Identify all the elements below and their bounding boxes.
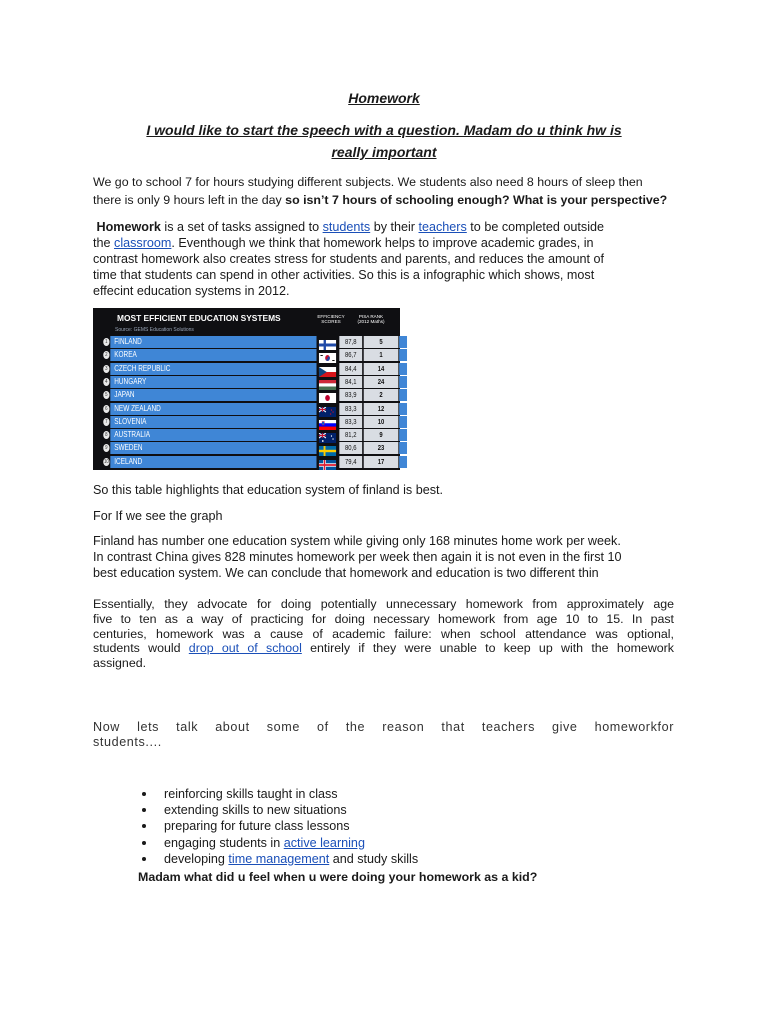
infographic-row (93, 416, 385, 428)
pisa-rank: 9 (364, 429, 399, 441)
country-name: CZECH REPUBLIC (114, 363, 171, 373)
rank-badge: 4 (105, 378, 108, 385)
drop-out-of-school-link[interactable]: drop out of school (188, 641, 302, 656)
finland-line-2: In contrast China gives 828 minutes homework per week then again it is not even in the first 10 (93, 550, 622, 564)
country-name: ICELAND (114, 456, 143, 466)
pisa-header-1: PISA RANK (358, 314, 384, 319)
efficiency-score: 83,3 (339, 403, 362, 415)
infographic-row (93, 376, 385, 388)
infographic-row (93, 456, 385, 468)
intro-line-2-text: there is only 9 hours left in the day (93, 193, 286, 207)
pisa-column-header (349, 314, 393, 324)
efficiency-header-1: EFFICIENCY (317, 314, 345, 319)
reasons-list (140, 786, 418, 867)
reasons-intro-line-2: students.... (93, 735, 162, 749)
pisa-rank: 5 (364, 336, 399, 348)
bullet-icon (142, 808, 146, 812)
czech-flag-icon (319, 364, 336, 374)
essentially-line-4a: students would (93, 641, 189, 656)
pisa-rank: 1 (364, 349, 399, 361)
efficiency-score: 84,1 (339, 376, 362, 388)
rank-badge: 7 (105, 418, 108, 425)
efficiency-score: 84,4 (339, 363, 362, 375)
infographic-row (93, 363, 385, 375)
row-tail (399, 376, 407, 388)
japan-flag-icon (319, 390, 336, 400)
efficiency-score: 81,2 (339, 429, 362, 441)
finland-line-1: Finland has number one education system while giving only 168 minutes home work per week. (93, 534, 621, 548)
def-text-1: is a set of tasks assigned to (160, 220, 323, 234)
efficiency-score: 80,6 (339, 442, 362, 454)
teachers-link[interactable]: teachers (418, 220, 467, 234)
row-tail (399, 403, 407, 415)
iceland-flag-icon (319, 457, 336, 467)
def-text-5: . Eventhough we think that homework helps to improve academic grades, in (171, 236, 594, 250)
list-item (140, 851, 418, 867)
bullet-icon (142, 824, 146, 828)
essentially-line-1: Essentially, they advocate for doing potentially unnecessary homework from approximately age (93, 597, 674, 611)
pisa-rank: 2 (364, 389, 399, 401)
homework-term: Homework (96, 220, 161, 234)
row-tail (399, 389, 407, 401)
question-line-1: I would like to start the speech with a question. Madam do u think hw is (146, 122, 622, 138)
rank-badge: 2 (105, 352, 108, 359)
list-item-text: engaging students in (164, 835, 284, 850)
row-tail (399, 336, 407, 348)
list-item-text: extending skills to new situations (164, 803, 347, 818)
definition-line-2 (93, 235, 683, 251)
closing-question: Madam what did u feel when u were doing your homework as a kid? (138, 870, 538, 884)
time-management-link[interactable]: time management (228, 851, 330, 866)
def-text-4: the (93, 236, 115, 250)
list-item (140, 802, 418, 818)
sweden-flag-icon (319, 443, 336, 453)
efficiency-score: 87,8 (339, 336, 362, 348)
reasons-intro (93, 720, 674, 750)
list-item-text-post: and study skills (329, 851, 419, 866)
list-item-text: preparing for future class lessons (164, 819, 350, 834)
essentially-paragraph (93, 597, 674, 671)
definition-line-3: contrast homework also creates stress for students and parents, and reduces the amount of (93, 252, 605, 266)
pisa-header-2: (2012 Maths) (357, 319, 385, 324)
definition-paragraph (93, 219, 683, 299)
rank-badge: 1 (105, 339, 108, 345)
intro-line-1: We go to school 7 for hours studying different subjects. We students also need 8 hours of sleep then (93, 175, 643, 189)
active-learning-link[interactable]: active learning (283, 835, 365, 850)
infographic-heading: MOST EFFICIENT EDUCATION SYSTEMS (117, 313, 281, 323)
bullet-icon (142, 792, 146, 796)
definition-line-4: time that students can spend in other activities. So this is a infographic which shows, most (93, 268, 595, 282)
essentially-line-2: five to ten as a way of practicing for doing necessary homework from age 10 to 15. In past (93, 611, 674, 626)
pisa-rank: 10 (364, 416, 399, 428)
australia-flag-icon (319, 430, 336, 440)
def-text-2: by their (370, 220, 419, 234)
hungary-flag-icon (319, 377, 336, 387)
efficiency-score: 79,4 (339, 456, 362, 468)
country-name: HUNGARY (114, 376, 147, 386)
row-tail (399, 429, 407, 441)
list-item (140, 835, 418, 851)
pisa-rank: 24 (364, 376, 399, 388)
infographic-row (93, 349, 383, 361)
infographic-row (93, 389, 383, 401)
country-name: SWEDEN (114, 443, 143, 453)
essentially-line-4b: entirely if they were unable to keep up with the homework (301, 641, 674, 656)
country-name: NEW ZEALAND (114, 403, 161, 413)
bullet-icon (142, 841, 146, 845)
country-name: FINLAND (114, 337, 142, 346)
country-bar (110, 389, 316, 401)
infographic-row (93, 403, 385, 415)
classroom-link[interactable]: classroom (114, 236, 172, 250)
reasons-intro-line-1: Now lets talk about some of the reason that teachers give homeworkfor (93, 720, 674, 734)
slovenia-flag-icon (319, 417, 336, 427)
rank-badge: 5 (105, 392, 108, 399)
pisa-rank: 14 (364, 363, 399, 375)
definition-line-5: effecint education systems in 2012. (93, 284, 290, 298)
finland-line-3: best education system. We can conclude that homework and education is two different thin (93, 566, 599, 580)
table-note: So this table highlights that education system of finland is best. (93, 483, 444, 497)
new-zealand-flag-icon (319, 404, 336, 414)
row-tail (399, 456, 407, 468)
essentially-line-5: assigned. (93, 656, 147, 671)
infographic-source: Source: GEMS Education Solutions (115, 327, 194, 333)
rank-badge: 10 (103, 458, 109, 465)
rank-badge: 3 (105, 365, 108, 372)
education-infographic (93, 308, 400, 470)
country-bar (110, 349, 316, 361)
students-link[interactable]: students (322, 220, 371, 234)
definition-line-1 (93, 219, 683, 235)
pisa-rank: 23 (364, 442, 399, 454)
list-item-text: developing (164, 851, 229, 866)
graph-intro: For If we see the graph (93, 509, 223, 523)
list-item-text: reinforcing skills taught in class (164, 787, 338, 801)
essentially-line-3: centuries, homework was a cause of academic failure: when school attendance was optional, (93, 626, 674, 641)
intro-line-2 (93, 192, 667, 208)
page-title: Homework (348, 90, 420, 106)
rank-badge: 9 (105, 445, 108, 452)
country-name: SLOVENIA (114, 416, 147, 426)
pisa-rank: 17 (364, 456, 399, 468)
country-name: KOREA (114, 350, 137, 360)
rank-badge: 8 (105, 432, 108, 439)
essentially-line-4 (93, 641, 674, 656)
row-tail (399, 349, 407, 361)
efficiency-header-2: SCORES (321, 319, 341, 324)
finland-paragraph (93, 533, 622, 581)
infographic-row (93, 336, 383, 348)
list-item (140, 786, 418, 802)
intro-line-2-bold: so isn’t 7 hours of schooling enough? What is your perspective? (285, 193, 668, 207)
country-name: AUSTRALIA (114, 430, 151, 440)
def-text-3: to be completed outside (466, 220, 605, 234)
pisa-rank: 12 (364, 403, 399, 415)
efficiency-score: 83,3 (339, 416, 362, 428)
efficiency-score: 86,7 (339, 349, 362, 361)
row-tail (399, 363, 407, 375)
rank-badge: 6 (105, 405, 108, 412)
bullet-icon (142, 857, 146, 861)
infographic-row (93, 442, 385, 454)
row-tail (399, 416, 407, 428)
list-item (140, 818, 418, 834)
korea-flag-icon (319, 350, 336, 360)
infographic-row (93, 429, 383, 441)
country-name: JAPAN (114, 390, 135, 400)
question-line-2: really important (331, 144, 437, 160)
finland-flag-icon (319, 337, 336, 347)
efficiency-column-header (314, 314, 348, 324)
row-tail (399, 442, 407, 454)
efficiency-score: 83,9 (339, 389, 362, 401)
